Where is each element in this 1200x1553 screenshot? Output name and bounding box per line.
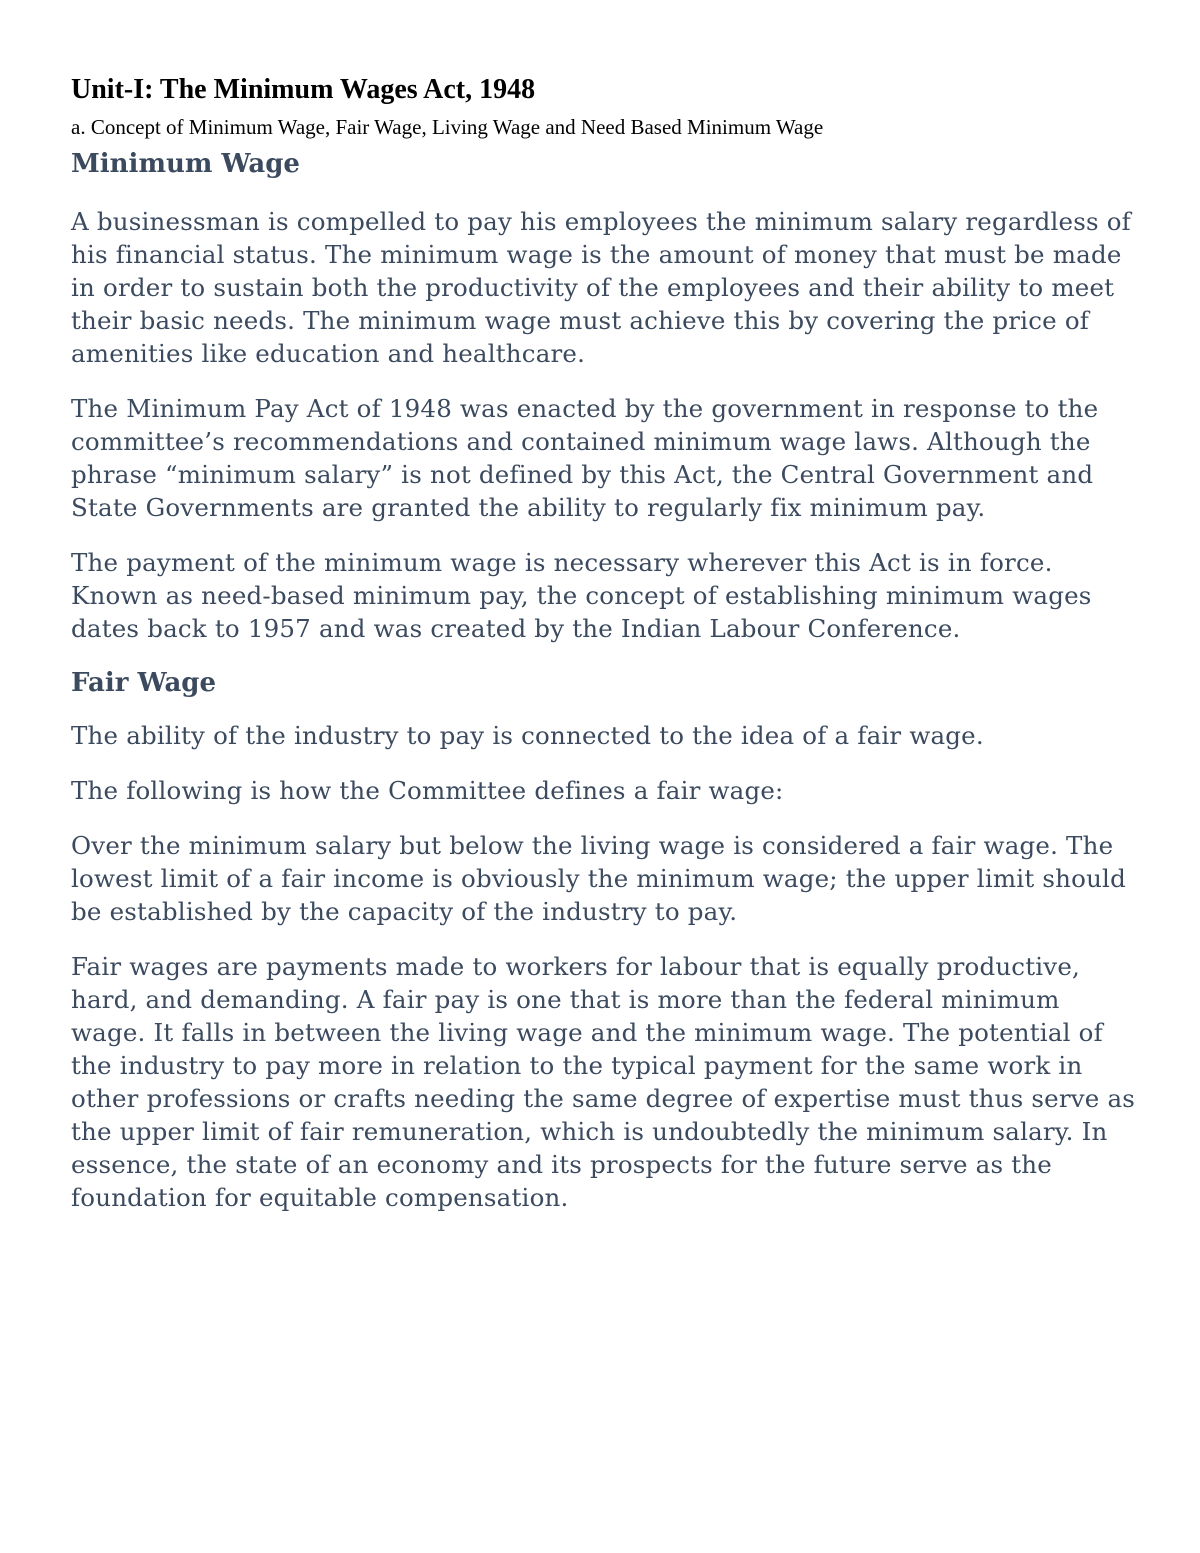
paragraph: The Minimum Pay Act of 1948 was enacted by the government in response to the committee’s recommendations and contained minimum wage laws. Although the phrase “minimum salary” is not defined by this Act, the Central Government and State Governments are granted the ability to regularly fix minimum pay. xyxy=(71,394,1099,522)
paragraph: Fair wages are payments made to workers for labour that is equally productive, hard, and demanding. A fair pay is one that is more than the federal minimum wage. It falls in between the living wage and the minimum wage. The potential of the industry to pay more in relation to the typical payment for the same work in other professions or crafts needing the same degree of expertise must thus serve as the upper limit of fair remuneration, which is undoubtedly the minimum salary. In essence, the state of an economy and its prospects for the future serve as the foundation for equitable compensation. xyxy=(71,952,1136,1212)
subheading: a. Concept of Minimum Wage, Fair Wage, Living Wage and Need Based Minimum Wage xyxy=(71,115,824,139)
section-heading-fair-wage: Fair Wage xyxy=(71,668,217,698)
paragraph: Over the minimum salary but below the living wage is considered a fair wage. The lowest limit of a fair income is obviously the minimum wage; the upper limit should be established by the capacity of the industry to pay. xyxy=(71,831,1126,926)
paragraph: The payment of the minimum wage is necessary wherever this Act is in force. Known as need-based minimum pay, the concept of establishing minimum wages dates back to 1957 and was created by the Indian Labour Conference. xyxy=(71,548,1092,643)
document-page xyxy=(71,70,1141,1214)
unit-title: Unit-I: The Minimum Wages Act, 1948 xyxy=(71,74,536,105)
paragraph: A businessman is compelled to pay his employees the minimum salary regardless of his financial status. The minimum wage is the amount of money that must be made in order to sustain both the productivity of the employees and their ability to meet their basic needs. The minimum wage must achieve this by covering the price of amenities like education and healthcare. xyxy=(71,207,1131,368)
paragraph: The ability of the industry to pay is connected to the idea of a fair wage. xyxy=(71,721,984,750)
section-heading-minimum-wage: Minimum Wage xyxy=(71,149,300,179)
paragraph: The following is how the Committee defines a fair wage: xyxy=(71,776,784,805)
